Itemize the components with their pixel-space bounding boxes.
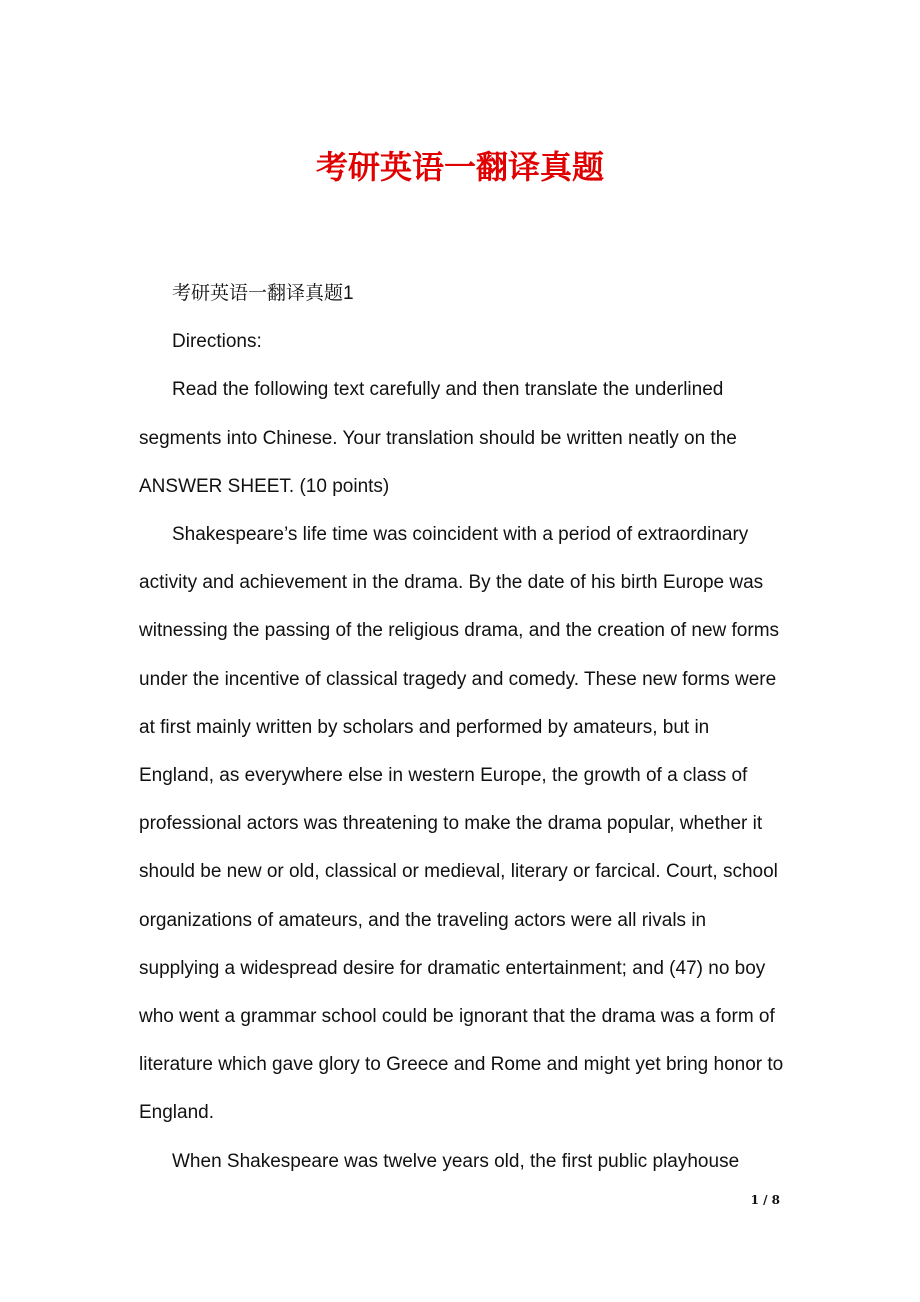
directions-label: Directions: xyxy=(172,331,262,353)
page-number: 1 / 8 xyxy=(750,1193,780,1207)
passage-paragraph: Shakespeare’s life time was coincident with a period of extraordinary activity and achievement in the drama. By the date of his birth Europe was witnessing the passing of the religious drama, and the creation of new forms under the incentive of classical tragedy and comedy. These new forms were at first mainly written by scholars and performed by amateurs, but in England, as everywhere else in western Europe, the growth of a class of professional actors was threatening to make the drama popular, whether it should be new or old, classical or medieval, literary or farcical. Court, school organizations of amateurs, and the traveling actors were all rivals in supplying a widespread desire for dramatic entertainment; and (47) no boy who went a grammar school could be ignorant that the drama was a form of literature which gave glory to Greece and Rome and might yet bring honor to England. xyxy=(139,524,784,1124)
document-title: 考研英语一翻译真题 xyxy=(315,148,604,186)
document-body xyxy=(139,270,789,1186)
instructions-paragraph: Read the following text carefully and then translate the underlined segments into Chinese. Your translation should be written neatly on the ANSWER SHEET. (10 points) xyxy=(139,379,737,497)
section-heading: 考研英语一翻译真题1 xyxy=(172,283,354,304)
passage-paragraph-continued: When Shakespeare was twelve years old, the first public playhouse xyxy=(172,1150,740,1172)
